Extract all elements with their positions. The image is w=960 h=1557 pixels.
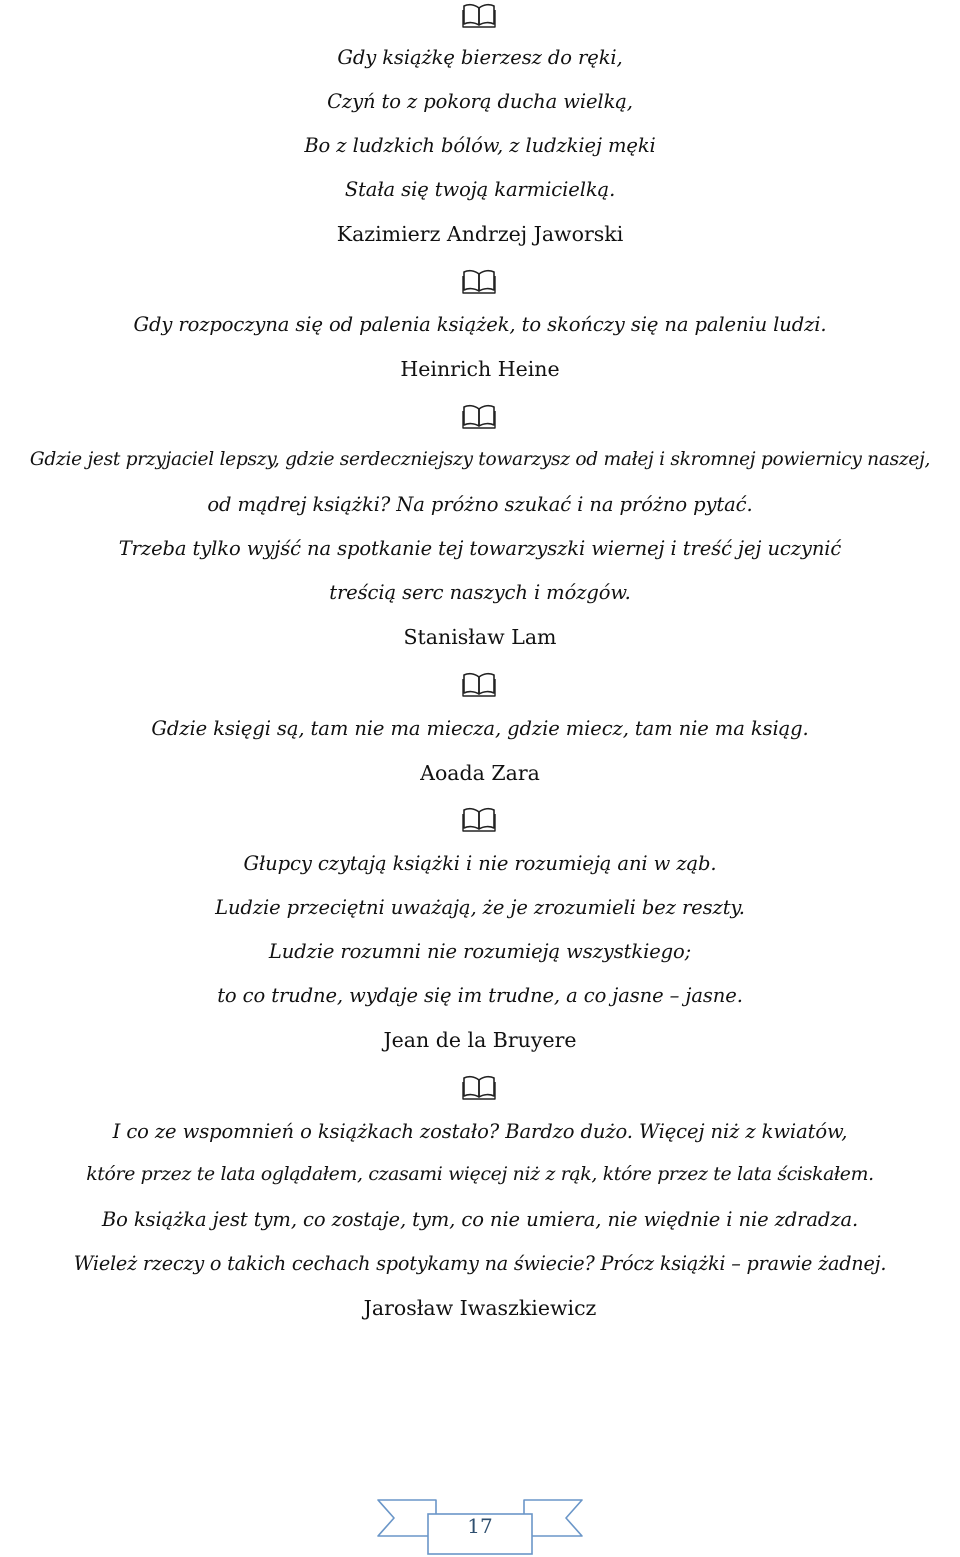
quote-line: Gdy książkę bierzesz do ręki, (337, 46, 623, 69)
quote-author: Stanisław Lam (403, 625, 557, 649)
open-book-icon (462, 671, 496, 697)
page-number: 17 (467, 1514, 493, 1538)
open-book-icon (462, 1074, 496, 1100)
quote-line: Gdzie księgi są, tam nie ma miecza, gdzie miecz, tam nie ma ksiąg. (151, 717, 809, 740)
quote-line: Trzeba tylko wyjść na spotkanie tej towarzyszki wiernej i treść jej uczynić (118, 537, 842, 560)
quote-line: I co ze wspomnień o książkach zostało? Bardzo dużo. Więcej niż z kwiatów, (112, 1120, 848, 1143)
quote-line: Stała się twoją karmicielką. (344, 178, 616, 201)
open-book-icon (462, 2, 496, 28)
quote-author: Jarosław Iwaszkiewicz (363, 1296, 597, 1320)
quote-line: treścią serc naszych i mózgów. (329, 581, 631, 604)
open-book-icon (462, 403, 496, 429)
quote-line: Głupcy czytają książki i nie rozumieją ani w ząb. (243, 852, 717, 875)
quote-line: Czyń to z pokorą ducha wielką, (327, 90, 633, 113)
quote-line: Bo książka jest tym, co zostaje, tym, co nie umiera, nie więdnie i nie zdradza. (101, 1208, 859, 1231)
quote-line: od mądrej książki? Na próżno szukać i na próżno pytać. (207, 493, 753, 516)
quote-line: Wieleż rzeczy o takich cechach spotykamy na świecie? Prócz książki – prawie żadnej. (73, 1252, 887, 1275)
quote-author: Jean de la Bruyere (383, 1028, 577, 1052)
quote-line: Gdy rozpoczyna się od palenia książek, to skończy się na paleniu ludzi. (133, 313, 827, 336)
quote-line: Bo z ludzkich bólów, z ludzkiej męki (304, 134, 656, 157)
quote-line: to co trudne, wydaje się im trudne, a co jasne – jasne. (217, 984, 743, 1007)
quote-author: Kazimierz Andrzej Jaworski (336, 222, 624, 246)
quote-line: które przez te lata oglądałem, czasami więcej niż z rąk, które przez te lata ściskałem. (86, 1164, 874, 1185)
quote-author: Heinrich Heine (400, 357, 560, 381)
quote-line: Gdzie jest przyjaciel lepszy, gdzie serdeczniejszy towarzysz od małej i skromnej powiernicy naszej, (29, 449, 931, 470)
quote-author: Aoada Zara (420, 761, 540, 785)
open-book-icon (462, 806, 496, 832)
quote-line: Ludzie rozumni nie rozumieją wszystkiego; (268, 940, 692, 963)
open-book-icon (462, 268, 496, 294)
quote-line: Ludzie przeciętni uważają, że je zrozumieli bez reszty. (215, 896, 745, 919)
